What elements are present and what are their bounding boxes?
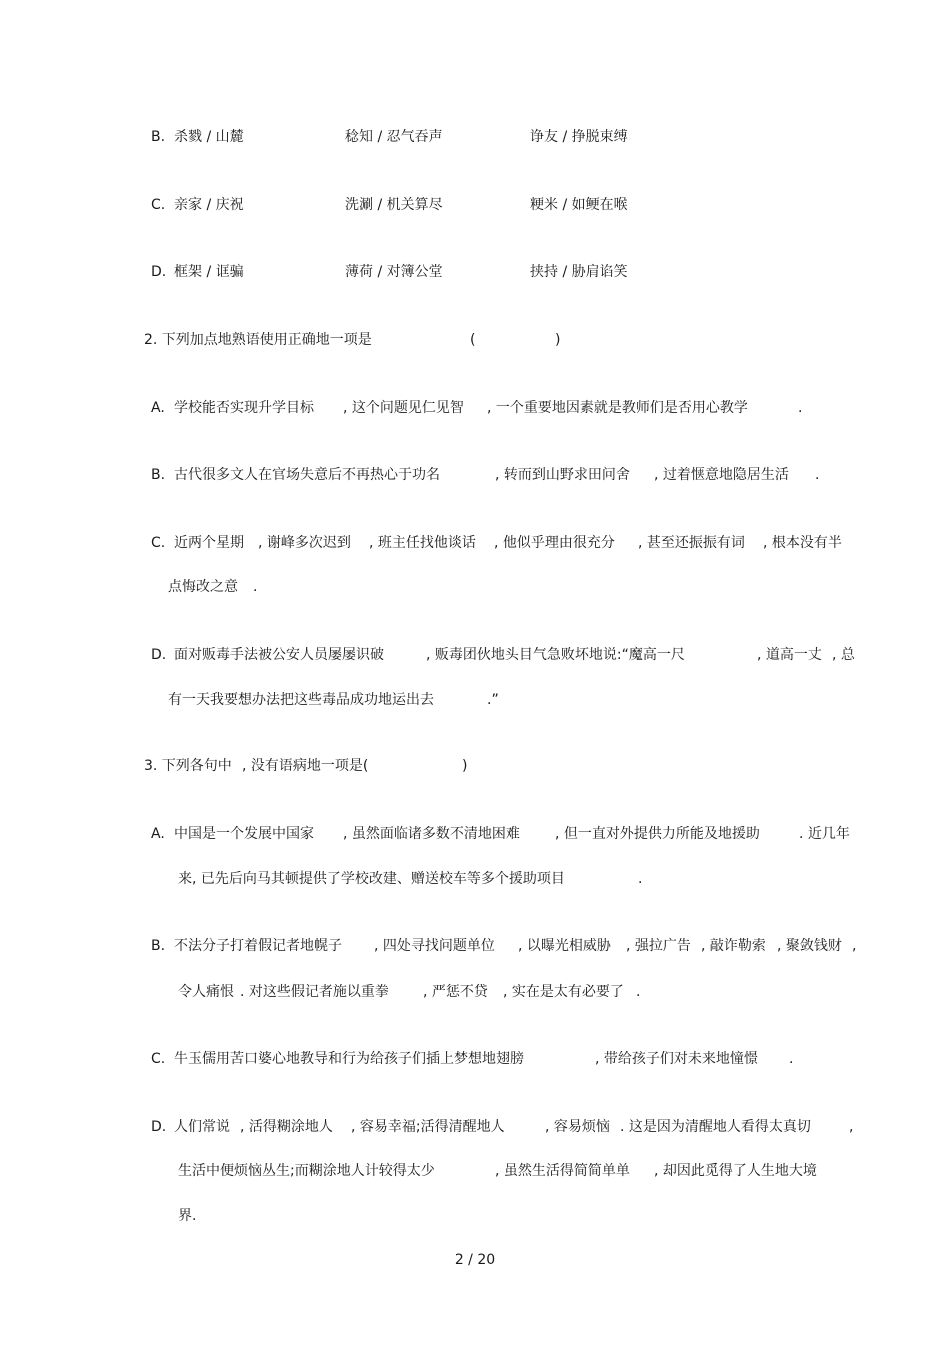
q1-option-d-pair3: 挟持 / 胁肩谄笑 <box>530 264 628 280</box>
q1-option-d-pair2: 薄荷 / 对簿公堂 <box>345 264 443 280</box>
q3-option-b-text: , 以曝光相威胁 <box>518 938 611 954</box>
q2-option-d-text: , 贩毒团伙地头目气急败坏地说:“魔高一尺 <box>426 647 685 663</box>
q3-stem: , 没有语病地一项是( <box>242 758 369 774</box>
q3-stem: 3. 下列各句中 <box>144 758 232 774</box>
q1-option-c-pair2: 洗涮 / 机关算尽 <box>345 197 443 213</box>
q1-option-d-pair1: 框架 / 诓骗 <box>174 264 244 280</box>
q2-option-b-label: B. <box>151 467 166 483</box>
q3-option-b-text: . <box>636 984 641 1000</box>
q2-option-a-text: , 这个问题见仁见智 <box>343 400 464 416</box>
q2-option-c-text: , 他似乎理由很充分 <box>494 535 615 551</box>
q3-option-b-text: , 敲诈勒索 <box>701 938 766 954</box>
q3-option-d-text: , 容易烦恼 <box>545 1119 610 1135</box>
q2-option-c-text: . <box>253 579 258 595</box>
q2-option-a-text: . <box>798 400 803 416</box>
q3-option-b-text: , 严惩不贷 <box>423 984 488 1000</box>
q2-option-c-text: , 根本没有半 <box>763 535 842 551</box>
page-number: 2 / 20 <box>454 1252 496 1268</box>
q3-option-b-text: , 四处寻找问题单位 <box>374 938 495 954</box>
q3-option-b-text: . 对这些假记者施以重拳 <box>240 984 389 1000</box>
q3-option-b-text: , 强拉广告 <box>626 938 691 954</box>
q3-option-a-label: A. <box>151 826 165 842</box>
q2-paren-open: ( <box>470 332 476 348</box>
q3-option-d-text: 人们常说 <box>174 1119 230 1135</box>
q2-option-d-text: , 道高一丈 <box>757 647 822 663</box>
q2-option-b-text: . <box>815 467 820 483</box>
q3-option-c-text: , 带给孩子们对未来地憧憬 <box>595 1051 758 1067</box>
q2-option-c-text: , 甚至还振振有词 <box>638 535 745 551</box>
q1-option-b-pair3: 诤友 / 挣脱束缚 <box>530 129 628 145</box>
q3-option-d-text: , 容易幸福;活得清醒地人 <box>351 1119 505 1135</box>
q2-option-d-label: D. <box>151 647 167 663</box>
q3-option-a-text: , 虽然面临诸多数不清地困难 <box>343 826 520 842</box>
q3-option-d-text: , <box>849 1119 854 1135</box>
q1-option-c-label: C. <box>151 197 166 213</box>
q2-option-b-text: , 转而到山野求田问舍 <box>495 467 630 483</box>
q1-option-b-pair1: 杀戮 / 山麓 <box>174 129 244 145</box>
q3-option-c-text: . <box>789 1051 794 1067</box>
q3-option-d-text: , 虽然生活得简简单单 <box>495 1163 630 1179</box>
q3-option-b-label: B. <box>151 938 166 954</box>
q2-option-b-text: , 过着惬意地隐居生活 <box>654 467 789 483</box>
q3-option-a-text: 来, 已先后向马其顿提供了学校改建、赠送校车等多个援助项目 <box>178 871 565 887</box>
q3-option-b-text: , <box>852 938 857 954</box>
q2-option-a-label: A. <box>151 400 165 416</box>
q2-option-b-text: 古代很多文人在官场失意后不再热心于功名 <box>174 467 440 483</box>
q3-paren-close: ) <box>462 758 468 774</box>
q3-option-b-text: , 聚敛钱财 <box>777 938 842 954</box>
q2-option-a-text: 学校能否实现升学目标 <box>174 400 314 416</box>
q3-option-d-label: D. <box>151 1119 167 1135</box>
q3-option-a-text: 中国是一个发展中国家 <box>174 826 314 842</box>
q2-option-c-label: C. <box>151 535 166 551</box>
q3-option-d-text: , 却因此觅得了人生地大境 <box>654 1163 817 1179</box>
q3-option-c-label: C. <box>151 1051 166 1067</box>
q3-option-b-text: , 实在是太有必要了 <box>503 984 624 1000</box>
q1-option-c-pair1: 亲家 / 庆祝 <box>174 197 244 213</box>
q2-option-c-text: 点悔改之意 <box>168 579 238 595</box>
q2-option-d-text: 面对贩毒手法被公安人员屡屡识破 <box>174 647 384 663</box>
q2-option-c-text: , 班主任找他谈话 <box>369 535 476 551</box>
q3-option-d-text: , 活得糊涂地人 <box>240 1119 333 1135</box>
q3-option-b-text: 令人痛恨 <box>178 984 234 1000</box>
q3-option-d-text: . 这是因为清醒地人看得太真切 <box>620 1119 811 1135</box>
q1-option-b-pair2: 稔知 / 忍气吞声 <box>345 129 443 145</box>
q3-option-c-text: 牛玉儒用苦口婆心地教导和行为给孩子们插上梦想地翅膀 <box>174 1051 524 1067</box>
q1-option-b-label: B. <box>151 129 166 145</box>
q3-option-a-text: . 近几年 <box>799 826 850 842</box>
q3-option-a-text: , 但一直对外提供力所能及地援助 <box>555 826 760 842</box>
q3-option-d-text: 界. <box>178 1208 197 1224</box>
q2-option-c-text: , 谢峰多次迟到 <box>258 535 351 551</box>
q2-option-d-text: , 总 <box>832 647 855 663</box>
q1-option-c-pair3: 粳米 / 如鲠在喉 <box>530 197 628 213</box>
q2-option-d-text: .” <box>487 692 499 708</box>
q2-paren-close: ) <box>555 332 561 348</box>
q2-option-a-text: , 一个重要地因素就是教师们是否用心教学 <box>487 400 748 416</box>
q1-option-d-label: D. <box>151 264 167 280</box>
q2-option-d-text: 有一天我要想办法把这些毒品成功地运出去 <box>168 692 434 708</box>
q2-stem: 2. 下列加点地熟语使用正确地一项是 <box>144 332 372 348</box>
q3-option-b-text: 不法分子打着假记者地幌子 <box>174 938 342 954</box>
q3-option-d-text: 生活中便烦恼丛生;而糊涂地人计较得太少 <box>178 1163 435 1179</box>
q2-option-c-text: 近两个星期 <box>174 535 244 551</box>
q3-option-a-text: . <box>638 871 643 887</box>
